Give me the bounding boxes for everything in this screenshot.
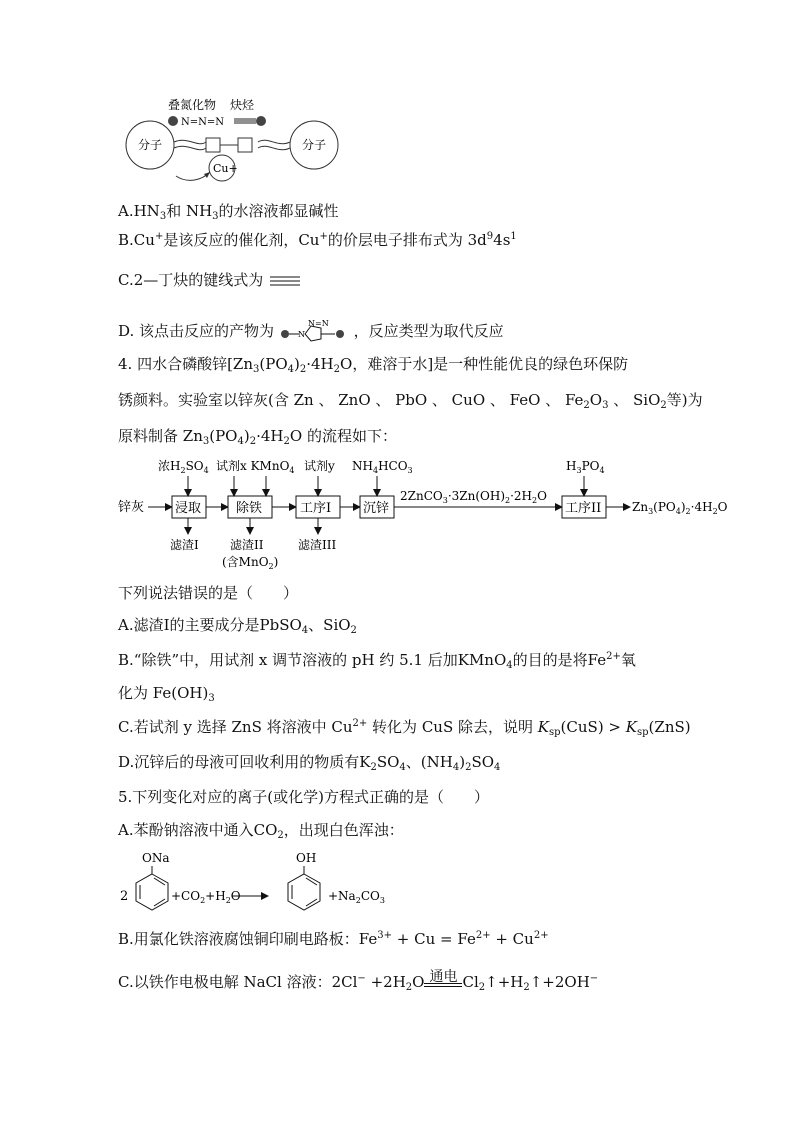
- flow-residue3: 滤渣III: [298, 538, 337, 552]
- flow-step5: 工序II: [565, 501, 602, 516]
- flow-step3: 工序I: [300, 501, 332, 516]
- q3-option-d-pre: D. 该点击反应的产物为: [118, 322, 275, 340]
- q4-option-c: C.若试剂 y 选择 ZnS 将溶液中 $Cu^{2+}$ 转化为 CuS 除去，说明 $K_{sp}(CuS) > K_{sp}(ZnS)$: [118, 718, 691, 738]
- q3-option-d: [118, 319, 504, 345]
- flow-step4: 沉锌: [363, 501, 390, 516]
- flow-start: 锌灰: [118, 500, 145, 515]
- eq-mid: $+CO_2+H_2O$: [171, 889, 241, 905]
- q4-option-d: D.沉锌后的母液可回收利用的物质有$K_2SO_4$、$(NH_4)_2SO_4$: [118, 753, 501, 773]
- eq-ona: ONa: [142, 851, 170, 865]
- q3-option-d-post: ，反应类型为取代反应: [353, 322, 504, 340]
- alkyne-ball: [256, 116, 266, 126]
- q3-option-b: B.Cu+是该反应的催化剂，Cu+的价层电子排布式为 $3d^94s^1$: [118, 231, 517, 249]
- q4-option-b-line1: B.“除铁”中，用试剂 x 调节溶液的 pH 约 5.1 后加KMnO$_4$的目的是将$Fe^{2+}$氧: [118, 651, 636, 671]
- q4-option-a: A.滤渣Ⅰ的主要成分是PbSO$_4$、SiO$_2$: [118, 616, 357, 636]
- flow-intermediate: $2ZnCO_3\cdot 3Zn(OH)_2\cdot 2H_2O$: [400, 489, 547, 505]
- flow-residue2-note: (含MnO$_2$): [222, 555, 279, 571]
- phenoxide-equation: [118, 848, 408, 918]
- q4-stem-line3: 原料制备 $Zn_3(PO_4)_2\cdot 4H_2O$ 的流程如下：: [118, 427, 397, 447]
- azide-label: 叠氮化物: [168, 98, 217, 112]
- eq-end: $+Na_2CO_3$: [328, 889, 385, 905]
- triple-bond-icon: [268, 273, 302, 289]
- benzene-ring-1: [136, 874, 168, 910]
- q4-stem-line1: 4. 四水合磷酸锌[$Zn_3(PO_4)_2\cdot 4H_2O$，难溶于水]是一种性能优良的绿色环保防: [118, 355, 629, 375]
- q5-option-b: B.用氯化铁溶液腐蚀铜印刷电路板：$Fe^{3+} + Cu = Fe^{2+} + Cu^{2+}$: [118, 930, 549, 948]
- flow-step1: 浸取: [175, 501, 202, 516]
- catalyst-label: Cu+: [213, 162, 238, 175]
- flow-reagent4: $NH_4HCO_3$: [352, 459, 413, 475]
- q5-option-c: C.以铁作电极电解 NaCl 溶液：$2Cl^- +2H_2O$ 通电 $Cl_2↑+H_2↑+2OH^-$: [118, 969, 599, 993]
- benzene-ring-2: [288, 874, 320, 910]
- flow-reagent2: 试剂x KMnO$_4$: [216, 459, 295, 475]
- flow-reagent5: $H_3PO_4$: [566, 459, 605, 475]
- q4-option-b-line2: 化为 $Fe(OH)_3$: [118, 684, 215, 704]
- q3-option-a: $A.HN_3$和 $NH_3$的水溶液都显碱性: [118, 202, 339, 222]
- q5-option-a: A.苯酚钠溶液中通入$CO_2$，出现白色浑浊：: [118, 821, 404, 841]
- q4-question: 下列说法错误的是（ ）: [118, 584, 299, 602]
- triazole-product-icon: [279, 319, 349, 345]
- flow-reagent1: 浓$H_2SO_4$: [158, 459, 209, 475]
- flow-residue1: 滤渣I: [170, 538, 199, 552]
- flow-product: $Zn_3(PO_4)_2\cdot 4H_2O$: [632, 500, 728, 516]
- alkyne-label: 炔烃: [230, 98, 255, 112]
- q3-option-c: C.2—丁炔的键线式为: [118, 270, 302, 290]
- process-flow-diagram: [118, 456, 738, 571]
- eq-oh: OH: [296, 851, 317, 865]
- electrolysis-condition: 通电: [429, 969, 458, 985]
- azide-ball: [168, 116, 178, 126]
- azide-formula: N=N=N: [181, 117, 225, 128]
- svg-text:N=N: N=N: [307, 319, 329, 328]
- flow-step2: 除铁: [236, 501, 263, 516]
- flow-reagent3: 试剂y: [304, 459, 335, 473]
- molecule-right-label: 分子: [302, 138, 327, 152]
- q5-stem: 5.下列变化对应的离子(或化学)方程式正确的是（ ）: [118, 788, 490, 806]
- molecule-left-label: 分子: [138, 138, 163, 152]
- svg-text:N: N: [297, 330, 305, 339]
- click-reaction-figure: [118, 92, 366, 187]
- q4-stem-line2: 锈颜料。实验室以锌灰(含 Zn 、 ZnO 、 PbO 、 CuO 、 FeO 、 $Fe_2O_3$ 、 SiO$_2$等)为: [118, 391, 703, 411]
- flow-residue2: 滤渣II: [230, 538, 264, 552]
- eq-coef: 2: [120, 889, 129, 904]
